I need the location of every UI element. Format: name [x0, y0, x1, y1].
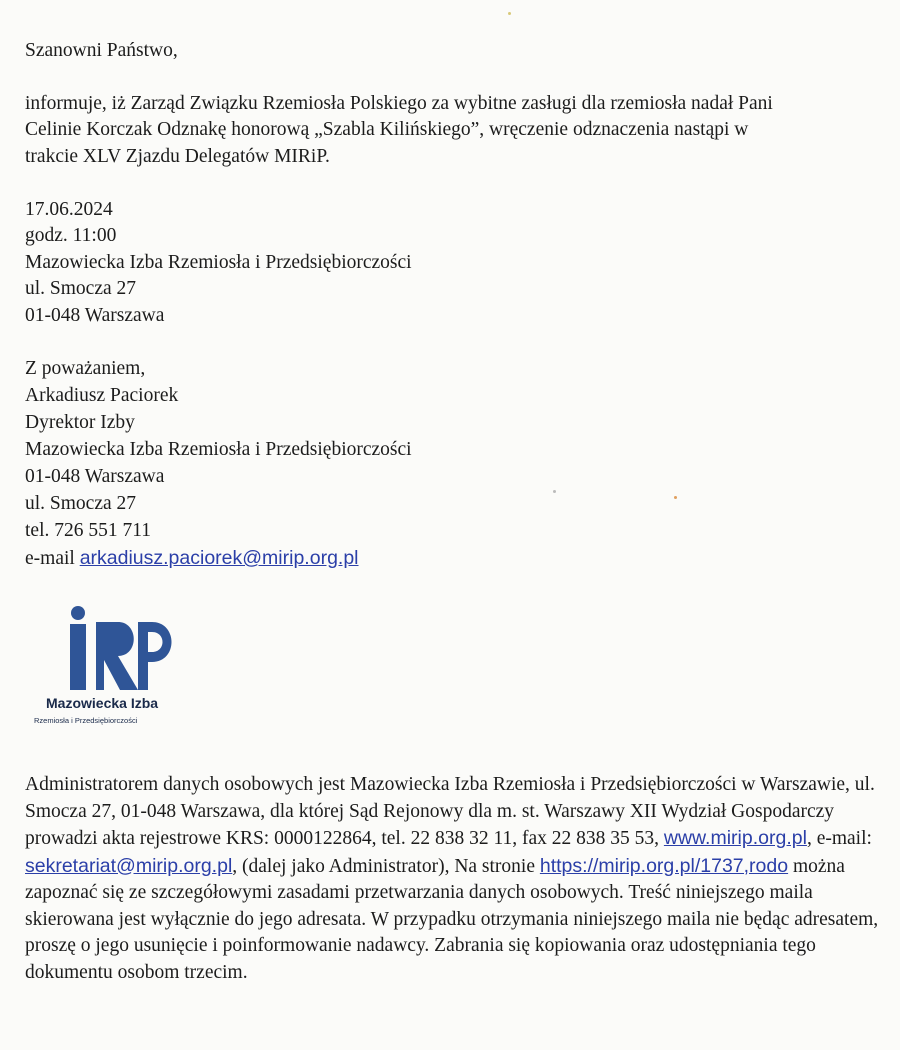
website-link[interactable]: www.mirip.org.pl: [663, 827, 807, 849]
notice-text-2: , e-mail:: [806, 828, 872, 849]
signer-email-line: [25, 545, 359, 572]
scan-speck: [508, 12, 511, 15]
secretariat-email-link[interactable]: sekretariat@mirip.org.pl: [25, 854, 233, 877]
greeting: Szanowni Państwo,: [25, 40, 178, 61]
irp-logo-mark: [40, 600, 200, 695]
privacy-notice: [25, 772, 885, 986]
logo-name: Mazowiecka Izba: [46, 695, 159, 711]
logo-subtitle: Rzemiosła i Przedsiębiorczości: [34, 716, 138, 725]
event-time: godz. 11:00: [25, 225, 117, 246]
notice-text-4: można zapoznać się ze szczegółowymi zasadami przetwarzania danych osobowych. Treść niniejszego maila skierowana jest wyłącznie do jego adresata. W przypadku otrzymania niniejszego maila nie będąc adresatem, proszę o jego usunięcie i poinformowanie nadawcy. Zabrania się kopiowania oraz udostępniania tego dokumentu osobom trzecim.: [25, 855, 879, 983]
body-line-3: trakcie XLV Zjazdu Delegatów MIRiP.: [25, 146, 330, 167]
body-line-1: informuje, iż Zarząd Związku Rzemiosła Polskiego za wybitne zasługi dla rzemiosła nadał Pani: [25, 93, 773, 114]
signer-position: Dyrektor Izby: [25, 412, 135, 433]
event-city: 01-048 Warszawa: [25, 305, 165, 326]
notice-text-3: , (dalej jako Administrator), Na stronie: [232, 855, 540, 877]
signer-city: 01-048 Warszawa: [25, 466, 165, 487]
signer-organization: Mazowiecka Izba Rzemiosła i Przedsiębiorczości: [25, 439, 412, 460]
signer-phone: tel. 726 551 711: [25, 520, 152, 541]
rodo-link[interactable]: https://mirip.org.pl/1737,rodo: [539, 854, 789, 877]
notice-text-1: Administratorem danych osobowych jest Mazowiecka Izba Rzemiosła i Przedsiębiorczości w Warszawie, ul. Smocza 27, 01-048 Warszawa, dla której Sąd Rejonowy dla m. st. Warszawy XII Wydział Gospodarczy prowadzi akta rejestrowe KRS: 0000122864, tel. 22 838 32 11, fax 22 838 35 53,: [25, 774, 875, 849]
body-line-2: Celinie Korczak Odznakę honorową „Szabla Kilińskiego”, wręczenie odznaczenia nastąpi w: [25, 119, 749, 140]
scan-speck: [674, 496, 677, 499]
event-date: 17.06.2024: [25, 199, 113, 220]
email-prefix: e-mail: [25, 548, 80, 569]
closing: Z poważaniem,: [25, 358, 146, 379]
event-venue: Mazowiecka Izba Rzemiosła i Przedsiębiorczości: [25, 252, 412, 273]
event-street: ul. Smocza 27: [25, 278, 137, 299]
signer-email-link[interactable]: arkadiusz.paciorek@mirip.org.pl: [79, 547, 359, 569]
scan-speck: [553, 490, 556, 493]
signer-name: Arkadiusz Paciorek: [25, 385, 179, 406]
signer-street: ul. Smocza 27: [25, 493, 137, 514]
mirip-logo: [34, 600, 200, 740]
